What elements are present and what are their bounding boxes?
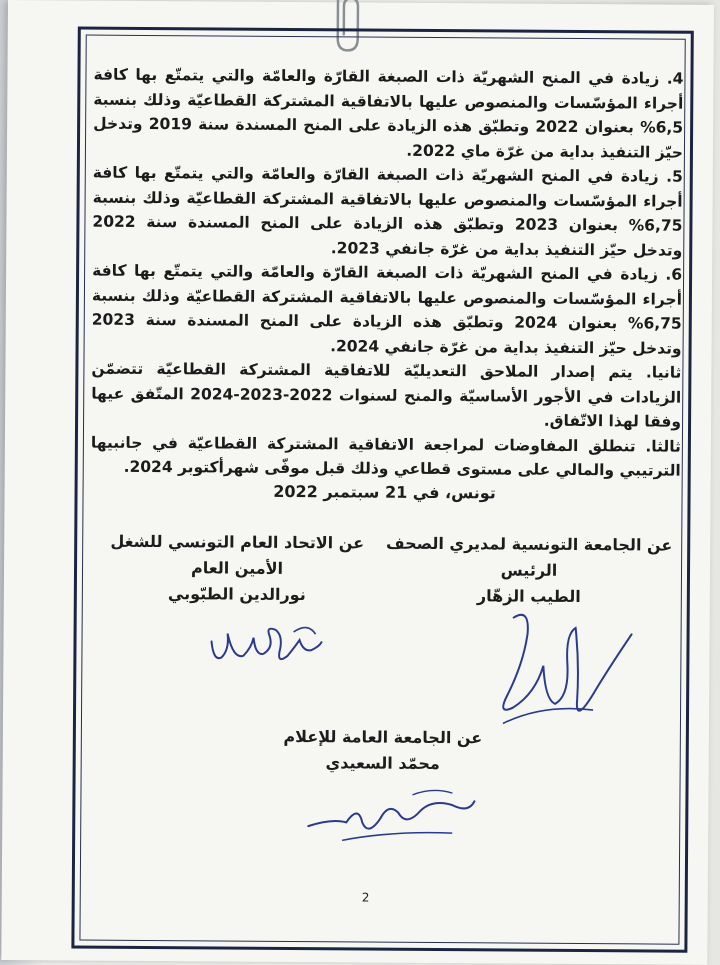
signatory-right-org: عن الجامعة التونسية لمديري الصحف [385,533,673,555]
section-third: ثالثا. تنطلق المفاوضات لمراجعة الاتفاقية المشتركة القطاعيّة في جانبيها الترتيبي والمالي على مستوى قطاعي وذلك قبل موفّى شهرأكتوبر 2024. [90,433,681,480]
section-second: ثانيا. يتم إصدار الملاحق التعديليّة للاتفاقية المشتركة القطاعيّة تتضمّن الزيادات في الأجور الأساسيّة والمنح لسنوات 2022-2023-2024 المتّفق عيها وفقا لهذا الاتّفاق. [91,359,682,431]
signatory-left [92,529,383,609]
signatory-left-name: نورالدين الطبّوبي [167,584,306,605]
clause-6: 6. زيادة في المنح الشهريّة ذات الصبغة القارّة والعامّة والتي يتمتّع بها كافة أجراء المؤسّسات والمنصوص عليها بالاتفاقية المشتركة القطاعيّة وذلك بنسبة 6,75% بعنوان 2024 وتطبّق هذه الزيادة على المنح المسندة سنة 2023 وتدخل حيّز التنفيذ بداية من غرّة جانفي 2024. [91,261,683,358]
signature-bottom [302,782,482,853]
place-date: تونس، في 21 سبتمبر 2022 [273,481,496,503]
signatory-left-role: الأمين العام [190,558,284,578]
document-sheet [1,0,714,965]
signatory-bottom-name: محمّد السعيدي [325,753,440,774]
signatory-left-org: عن الاتحاد العام التونسي للشغل [110,531,365,553]
document-body [91,63,684,484]
signatory-bottom [253,724,513,778]
signatory-right [384,531,675,611]
clause-4: 4. زيادة في المنح الشهريّة ذات الصبغة القارّة والعامّة والتي يتمتّع بها كافة أجراء المؤسّسات والمنصوص عليها بالاتفاقية المشتركة القطاعيّة وذلك بنسبة 6,5% بعنوان 2022 وتطبّق هذه الزيادة على المنح المسندة سنة 2019 وتدخل حيّز التنفيذ بداية من غرّة ماي 2022. [93,65,684,162]
signature-left [203,611,333,672]
page-number: 2 [361,890,370,905]
clause-5: 5. زيادة في المنح الشهريّة ذات الصبغة القارّة والعامّة والتي يتمتّع بها كافة أجراء المؤسّسات والمنصوص عليها بالاتفاقية المشتركة القطاعيّة وذلك بنسبة 6,75% بعنوان 2023 وتطبّق هذه الزيادة على المنح المسندة سنة 2022 وتدخل حيّز التنفيذ بداية من غرّة جانفي 2023. [92,163,683,260]
signature-right [483,603,644,744]
signatory-right-name: الطيب الزهّار [476,586,581,607]
signatory-bottom-org: عن الجامعة العامة للإعلام [283,726,483,748]
signatory-right-role: الرئيس [500,560,558,580]
